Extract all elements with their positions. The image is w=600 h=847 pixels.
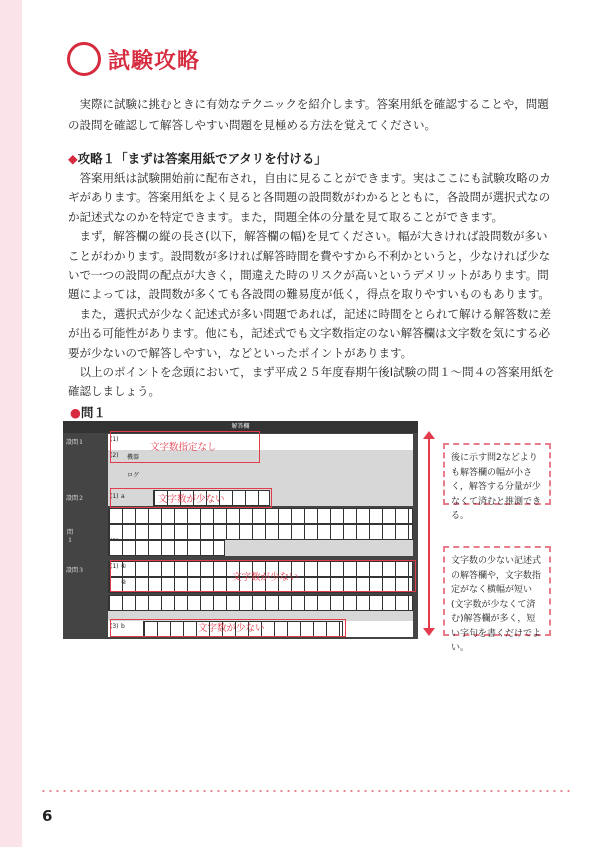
section-heading xyxy=(68,149,327,167)
annotation-few: 文字数が少ない xyxy=(198,623,265,634)
annotation-few: 文字数が少ない xyxy=(158,494,225,505)
paragraph: まず，解答欄の縦の長さ(以下，解答欄の幅)を見てください。幅が大きければ設問数が多いことがわかります。設問数が多ければ解答時間を費やすから不利かというと，少なければ少ないで一つの設問の配点が大きく，間違えた時のリスクが高いというデメリットがあります。問題によっては，設問数が多くても各設問の難易度が低く，得点を取りやすいものもあります。 xyxy=(68,229,551,302)
row-number: (1) xyxy=(110,436,119,443)
dotted-divider xyxy=(40,790,570,792)
question-side-label: 問１ xyxy=(67,529,74,544)
annotation-no-limit: 文字数指定なし xyxy=(150,442,217,453)
row-number: (3) xyxy=(110,623,119,630)
sheet-header: 解答欄 xyxy=(63,421,418,433)
question-label-text: 問１ xyxy=(80,405,106,420)
page-number: 6 xyxy=(42,807,53,825)
choice-number: ① xyxy=(121,563,127,570)
intro-paragraph: 実際に試験に挑むときに有効なテクニックを紹介します。答案用紙を確認することや，問題の設問を確認して解答しやすい問題を見極める方法を覚えてください。 xyxy=(68,97,549,132)
choice-number: ② xyxy=(121,579,127,586)
paragraph: 答案用紙は試験開始前に配布され，自由に見ることができます。実はここにも試験攻略のカギがあります。答案用紙をよく見ると各問題の設問数がわかるとともに，各設問が選択式なのか記述式なのかを特定できます。また，問題全体の分量を見て取ることができます。 xyxy=(68,171,551,224)
bullet-icon: ● xyxy=(70,405,81,420)
set-label: 設問２ xyxy=(66,495,85,502)
annotation-few: 文字数が少ない xyxy=(232,572,299,583)
intro-text xyxy=(68,94,558,136)
book-icon xyxy=(67,42,101,76)
char-grid xyxy=(108,595,413,611)
row-field-label: ログ xyxy=(127,472,140,479)
question-label xyxy=(70,403,106,421)
char-grid xyxy=(108,524,413,540)
set-label: 設問３ xyxy=(66,567,85,574)
page-title: 試験攻略 xyxy=(108,49,201,74)
row-number: (1) xyxy=(110,563,119,570)
note-box-2: 文字数の少ない記述式の解答欄や，文字数指定がなく横幅が短い(文字数が少なくて済む)解答欄が多く，短い字句を書くだけでよい。 xyxy=(443,546,551,636)
note-box-1: 後に示す問2などよりも解答欄の幅が小さく，解答する分量が少なくて済むと推測できる。 xyxy=(443,443,551,505)
side-band xyxy=(0,0,22,847)
body-text xyxy=(68,169,558,402)
paragraph: 以上のポイントを念頭において，まず平成２５年度春期午後Ⅰ試験の問１～問４の答案用紙を確認しましょう。 xyxy=(68,365,555,399)
set-label: 設問１ xyxy=(66,439,85,446)
diamond-icon: ◆ xyxy=(68,151,78,166)
section-heading-text: 攻略１「まずは答案用紙でアタリを付ける」 xyxy=(77,151,327,166)
arrow-line xyxy=(428,438,430,628)
row-number: (1) xyxy=(110,493,119,500)
char-grid xyxy=(108,508,413,524)
paragraph: また，選択式が少なく記述式が多い問題であれば，記述に時間をとられて解ける解答数に差が出る可能性があります。他にも，記述式でも文字数指定のない解答欄は文字数を気にする必要が少ないので解答しやすい，などといったポイントがあります。 xyxy=(68,306,551,360)
arrow-down-icon xyxy=(423,628,435,636)
row-field-label: 機器 xyxy=(127,454,140,461)
answer-row xyxy=(108,466,413,482)
row-number: (2) xyxy=(110,452,119,459)
char-grid xyxy=(108,540,225,556)
blank-label: b xyxy=(121,623,125,630)
blank-label: a xyxy=(121,493,125,500)
